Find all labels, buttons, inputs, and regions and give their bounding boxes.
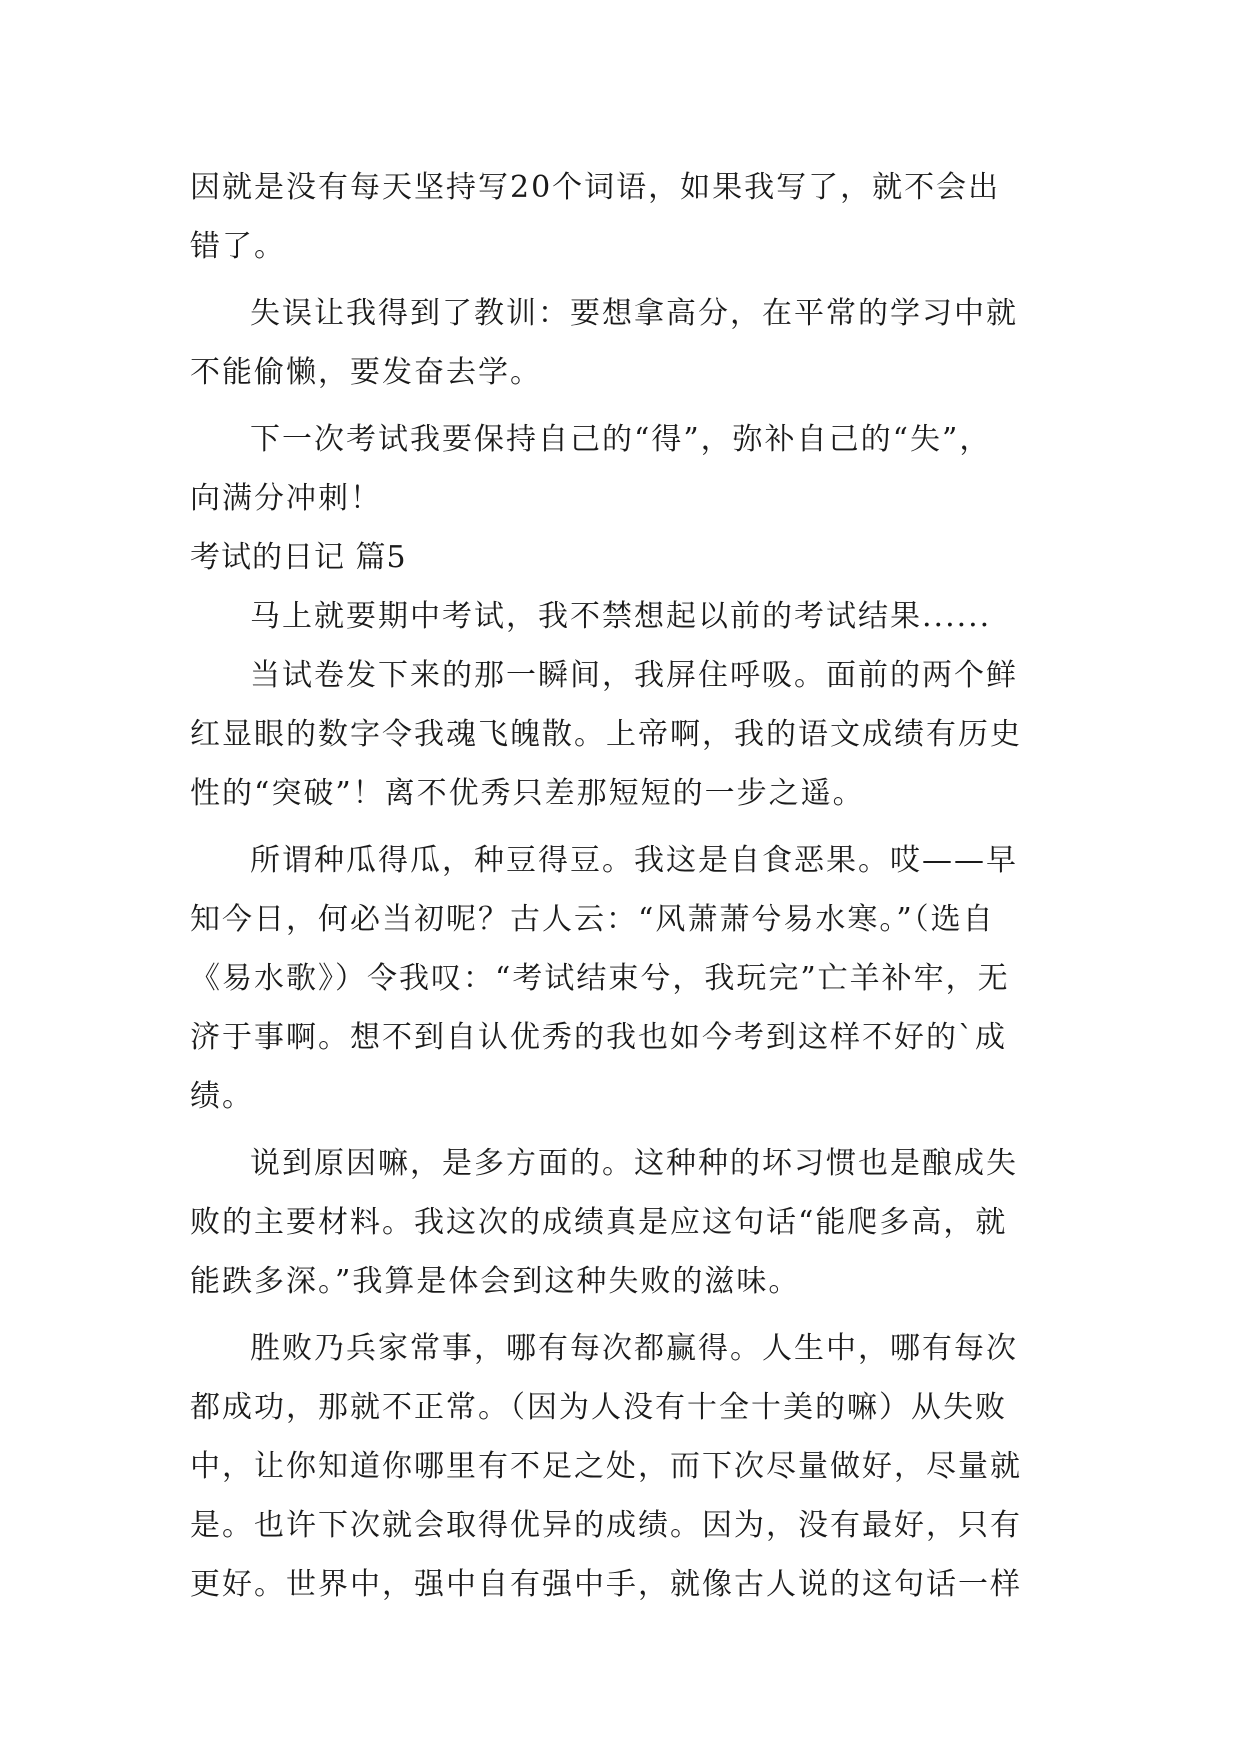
text-line: 《易水歌》）令我叹：“考试结束兮，我玩完”亡羊补牢，无 <box>190 961 1010 996</box>
text-line: 更好。世界中，强中自有强中手，就像古人说的这句话一样 <box>190 1567 1022 1602</box>
text-line: 不能偷懒，要发奋去学。 <box>190 355 542 390</box>
text-line: 因就是没有每天坚持写20个词语，如果我写了，就不会出 <box>190 170 1001 205</box>
text-line: 绩。 <box>190 1079 254 1114</box>
paragraph-gap <box>190 823 1060 831</box>
paragraph-gap <box>190 1126 1060 1134</box>
text-line: 中，让你知道你哪里有不足之处，而下次尽量做好，尽量就 <box>190 1449 1022 1484</box>
text-line: 都成功，那就不正常。（因为人没有十全十美的嘛）从失败 <box>190 1390 1007 1425</box>
text-line: 性的“突破”！离不优秀只差那短短的一步之遥。 <box>190 776 865 811</box>
text-line: 是。也许下次就会取得优异的成绩。因为，没有最好，只有 <box>190 1508 1022 1543</box>
text-line: 济于事啊。想不到自认优秀的我也如今考到这样不好的`成 <box>190 1020 1007 1055</box>
paragraph-gap <box>190 276 1060 284</box>
text-line: 红显眼的数字令我魂飞魄散。上帝啊，我的语文成绩有历史 <box>190 717 1022 752</box>
text-line: 失误让我得到了教训：要想拿高分，在平常的学习中就 <box>250 296 1018 331</box>
text-line: 所谓种瓜得瓜，种豆得豆。我这是自食恶果。哎——早 <box>250 843 1018 878</box>
paragraph-gap <box>190 1311 1060 1319</box>
text-line: 胜败乃兵家常事，哪有每次都赢得。人生中，哪有每次 <box>250 1331 1018 1366</box>
text-line: 知今日，何必当初呢？古人云：“风萧萧兮易水寒。”（选自 <box>190 902 995 937</box>
text-line: 向满分冲刺！ <box>190 481 382 516</box>
text-line: 下一次考试我要保持自己的“得”，弥补自己的“失”， <box>250 422 992 457</box>
text-line: 马上就要期中考试，我不禁想起以前的考试结果...... <box>250 599 992 634</box>
text-line: 当试卷发下来的那一瞬间，我屏住呼吸。面前的两个鲜 <box>250 658 1018 693</box>
text-line: 错了。 <box>190 229 286 264</box>
text-line: 说到原因嘛，是多方面的。这种种的坏习惯也是酿成失 <box>250 1146 1018 1181</box>
document-body <box>190 158 1060 1614</box>
section-heading: 考试的日记 篇5 <box>190 540 407 575</box>
text-line: 能跌多深。”我算是体会到这种失败的滋味。 <box>190 1264 801 1299</box>
text-line: 败的主要材料。我这次的成绩真是应这句话“能爬多高，就 <box>190 1205 1008 1240</box>
paragraph-gap <box>190 402 1060 410</box>
